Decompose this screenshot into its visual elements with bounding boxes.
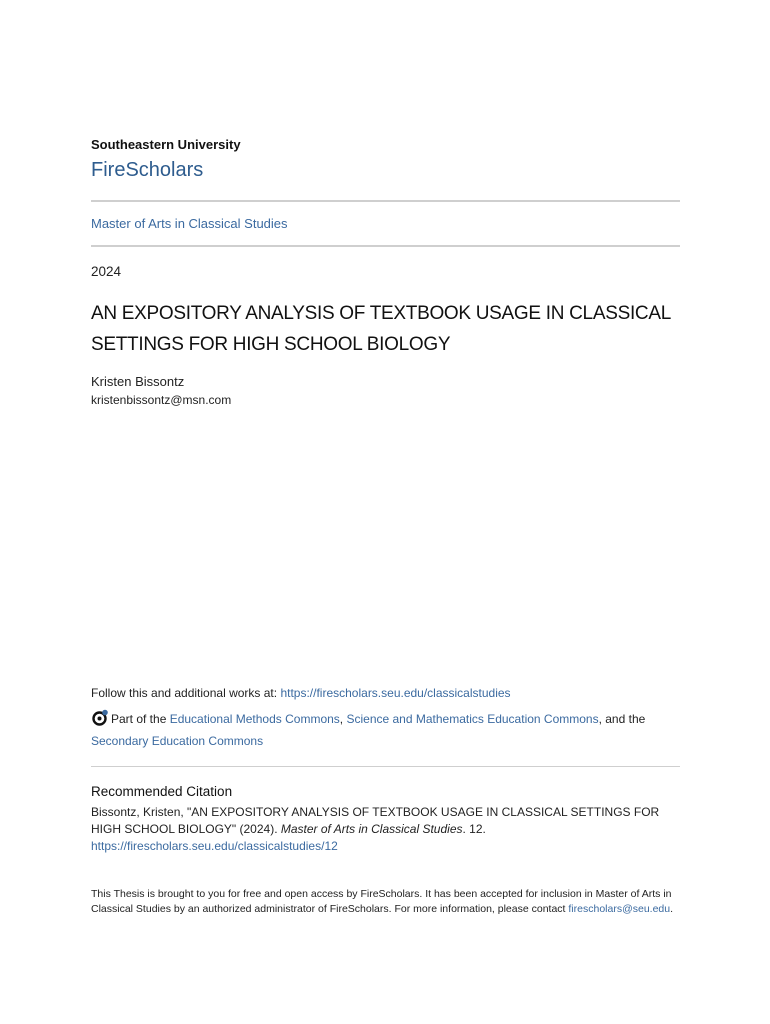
- author-name: Kristen Bissontz: [91, 374, 185, 389]
- separator: ,: [339, 712, 347, 726]
- follow-line: [91, 686, 511, 700]
- access-statement-end: .: [670, 903, 674, 915]
- title-line-1: AN EXPOSITORY ANALYSIS OF TEXTBOOK USAGE IN CLASSICAL: [91, 303, 671, 324]
- contact-email-link[interactable]: firescholars@seu.edu: [568, 903, 671, 915]
- collection-link[interactable]: Master of Arts in Classical Studies: [91, 216, 288, 231]
- educational-methods-commons-link[interactable]: Educational Methods Commons: [169, 712, 340, 726]
- secondary-education-commons-link[interactable]: Secondary Education Commons: [91, 734, 264, 748]
- citation-suffix: . 12.: [462, 822, 486, 836]
- follow-prefix: Follow this and additional works at:: [91, 686, 281, 700]
- access-statement: [91, 887, 681, 917]
- author-email: kristenbissontz@msn.com: [91, 393, 232, 407]
- divider: [91, 766, 680, 767]
- and-the-text: , and the: [598, 712, 646, 726]
- access-statement-text: This Thesis is brought to you for free and open access by FireScholars. It has been accepted for inclusion in Master of Arts in Classical Studies by an authorized administrator of FireScholars. For more information, please contact: [91, 888, 672, 915]
- science-math-education-commons-link[interactable]: Science and Mathematics Education Commons: [346, 712, 599, 726]
- collection-url-link[interactable]: https://firescholars.seu.edu/classicalstudies: [280, 686, 511, 700]
- publication-year: 2024: [91, 264, 122, 279]
- repository-link[interactable]: FireScholars: [91, 159, 204, 181]
- institution-name: Southeastern University: [91, 137, 241, 152]
- citation-url-link[interactable]: https://firescholars.seu.edu/classicalstudies/12: [91, 839, 338, 853]
- part-of-prefix: Part of the: [111, 712, 170, 726]
- divider: [91, 200, 680, 202]
- part-of-disciplines: [91, 708, 691, 752]
- recommended-citation: [91, 804, 691, 855]
- divider: [91, 245, 680, 247]
- recommended-citation-heading: Recommended Citation: [91, 784, 233, 799]
- network-icon: [91, 709, 109, 727]
- citation-journal: Master of Arts in Classical Studies: [280, 822, 463, 836]
- thesis-title: [91, 298, 691, 360]
- citation-text: Bissontz, Kristen, "AN EXPOSITORY ANALYSIS OF TEXTBOOK USAGE IN CLASSICAL SETTINGS FOR HIGH SCHOOL BIOLOGY" (2024).: [91, 805, 660, 836]
- title-line-2: SETTINGS FOR HIGH SCHOOL BIOLOGY: [91, 334, 451, 355]
